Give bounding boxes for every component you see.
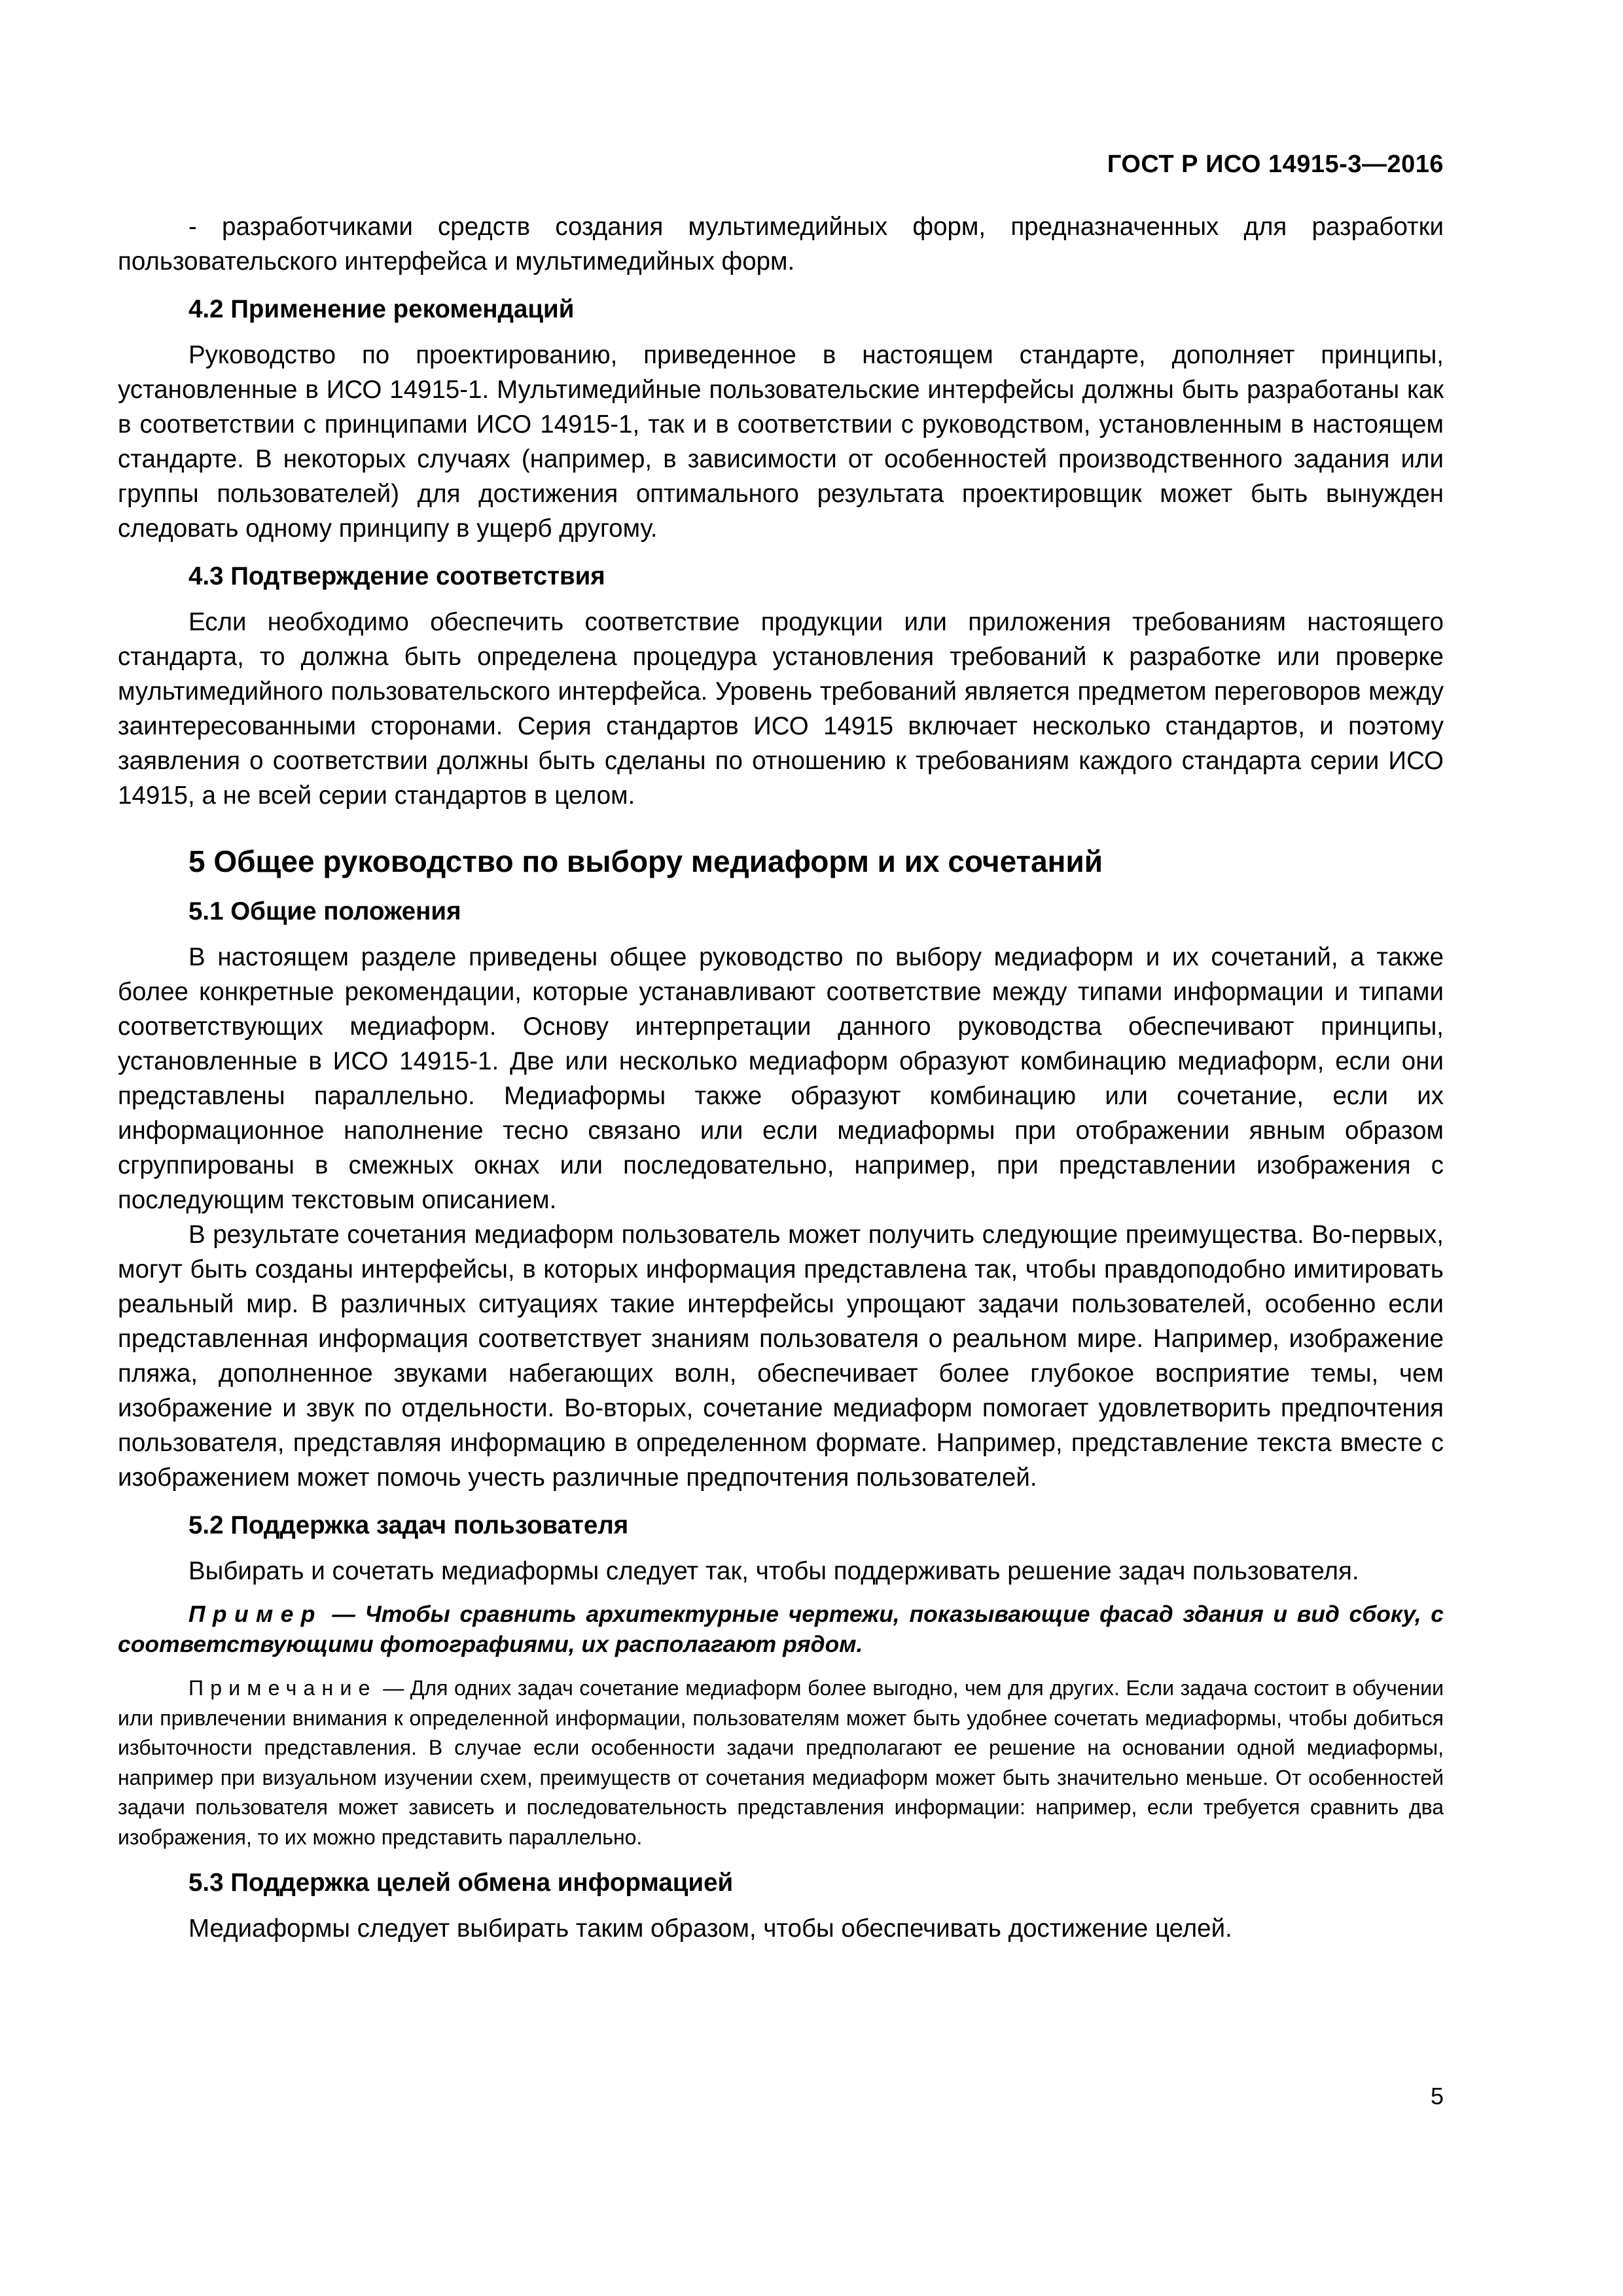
page-number: 5: [1430, 2083, 1444, 2109]
section-5-2-text: Выбирать и сочетать медиаформы следует так, чтобы поддерживать решение задач пользователя.: [188, 1557, 1359, 1585]
document-header-id: ГОСТ Р ИСО 14915-3—2016: [1107, 151, 1444, 178]
section-5-3-heading: 5.3 Поддержка целей обмена информацией: [188, 1869, 734, 1897]
example-text: — Чтобы сравнить архитектурные чертежи, показывающие фасад здания и вид сбоку, с соответствующими фотографиями, их располагают рядом.: [118, 1601, 1444, 1657]
section-5-1-heading: 5.1 Общие положения: [188, 897, 461, 925]
section-5-2-example: [118, 1599, 1444, 1659]
section-5-1-paragraph-2: В результате сочетания медиаформ пользователь может получить следующие преимущества. Во-первых, могут быть созданы интерфейсы, в которых информация представлена так, чтобы правдоподобно имитировать реальный мир. В различных ситуациях такие интерфейсы упрощают задачи пользователей, особенно если представленная информация соответствует знаниям пользователя о реальном мире. Например, изображение пляжа, дополненное звуками набегающих волн, обеспечивает более глубокое восприятие темы, чем изображение и звук по отдельности. Во-вторых, сочетание медиаформ помогает удовлетворить предпочтения пользователя, представляя информацию в определенном формате. Например, представление текста вместе с изображением может помочь учесть различные предпочтения пользователей.: [118, 1221, 1444, 1492]
section-4-2-text: Руководство по проектированию, приведенное в настоящем стандарте, дополняет принципы, установленные в ИСО 14915-1. Мультимедийные пользовательские интерфейсы должны быть разработаны как в соответствии с принципами ИСО 14915-1, так и в соответствии с руководством, установленным в настоящем стандарте. В некоторых случаях (например, в зависимости от особенностей производственного задания или группы пользователей) для достижения оптимального результата проектировщик может быть вынужден следовать одному принципу в ущерб другому.: [118, 341, 1444, 543]
note-label: Примечание: [188, 1676, 377, 1700]
section-5-2-note: [118, 1674, 1444, 1852]
section-4-3-text: Если необходимо обеспечить соответствие продукции или приложения требованиям настоящего стандарта, то должна быть определена процедура установления требований к разработке или проверке мультимедийного пользовательского интерфейса. Уровень требований является предметом переговоров между заинтересованными сторонами. Серия стандартов ИСО 14915 включает несколько стандартов, и поэтому заявления о соответствии должны быть сделаны по отношению к требованиям каждого стандарта серии ИСО 14915, а не всей серии стандартов в целом.: [118, 608, 1444, 810]
page-body: [118, 209, 1444, 1946]
note-text: — Для одних задач сочетание медиаформ более выгодно, чем для других. Если задача состоит в обучении или привлечении внимания к определенной информации, пользователям может быть удобнее сочетать медиаформы, чтобы добиться избыточности представления. В случае если особенности задачи предполагают ее решение на основании одной медиаформы, например при визуальном изучении схем, преимуществ от сочетания медиаформ может быть значительно меньше. От особенностей задачи пользователя может зависеть и последовательность представления информации: например, если требуется сравнить два изображения, то их можно представить параллельно.: [118, 1676, 1444, 1849]
section-4-3-heading: 4.3 Подтверждение соответствия: [188, 562, 605, 590]
section-4-2-heading: 4.2 Применение рекомендаций: [188, 295, 575, 323]
section-5-1-paragraph-1: В настоящем разделе приведены общее руководство по выбору медиаформ и их сочетаний, а также более конкретные рекомендации, которые устанавливают соответствие между типами информации и типами соответствующих медиаформ. Основу интерпретации данного руководства обеспечивают принципы, установленные в ИСО 14915-1. Две или несколько медиаформ образуют комбинацию медиаформ, если они представлены параллельно. Медиаформы также образуют комбинацию или сочетание, если их информационное наполнение тесно связано или если медиаформы при отображении явным образом сгруппированы в смежных окнах или последовательно, например, при представлении изображения с последующим текстовым описанием.: [118, 943, 1444, 1214]
example-label: Пример: [188, 1601, 323, 1627]
section-5-heading: 5 Общее руководство по выбору медиаформ и их сочетаний: [188, 844, 1103, 878]
section-5-3-text: Медиаформы следует выбирать таким образом, чтобы обеспечивать достижение целей.: [188, 1914, 1232, 1943]
intro-bullet: - разработчиками средств создания мультимедийных форм, предназначенных для разработки пользовательского интерфейса и мультимедийных форм.: [118, 213, 1444, 276]
section-5-2-heading: 5.2 Поддержка задач пользователя: [188, 1511, 629, 1539]
